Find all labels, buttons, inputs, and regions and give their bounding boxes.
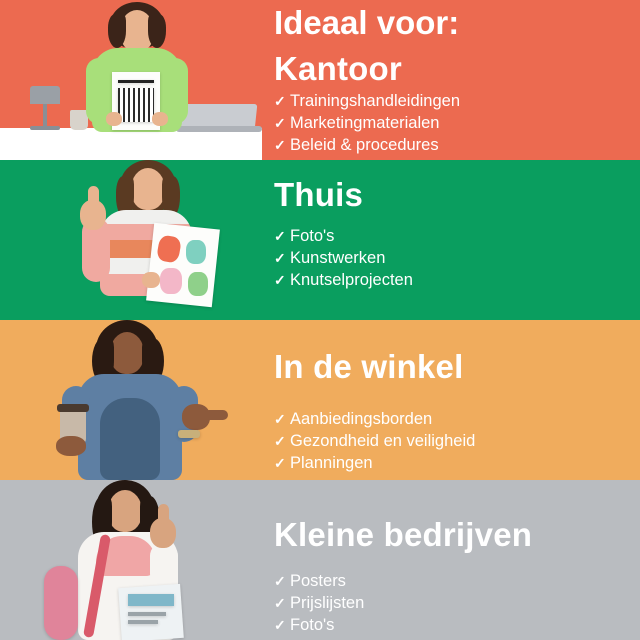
check-icon: ✓ bbox=[274, 455, 286, 471]
list-item-label: Trainingshandleidingen bbox=[290, 92, 461, 110]
list-item-label: Knutselprojecten bbox=[290, 271, 413, 289]
poster-headline: Ideaal voor: bbox=[274, 4, 460, 41]
list-item-label: Beleid & procedures bbox=[290, 136, 439, 154]
check-icon: ✓ bbox=[274, 115, 286, 131]
list-item bbox=[274, 134, 460, 156]
list-item bbox=[274, 452, 475, 474]
list-item bbox=[274, 269, 413, 291]
list-item-label: Foto's bbox=[290, 227, 335, 245]
check-icon: ✓ bbox=[274, 93, 286, 109]
list-item bbox=[274, 112, 460, 134]
photo-office bbox=[0, 0, 262, 160]
list-item bbox=[274, 90, 460, 112]
content-office bbox=[268, 0, 640, 160]
list-item bbox=[274, 570, 364, 592]
list-item bbox=[274, 592, 364, 614]
list-item bbox=[274, 614, 364, 636]
band-title-home: Thuis bbox=[274, 176, 363, 213]
content-store bbox=[268, 320, 640, 480]
bullet-list-office bbox=[274, 90, 460, 156]
band-home bbox=[0, 160, 640, 320]
photo-home bbox=[0, 160, 262, 320]
list-item bbox=[274, 225, 413, 247]
photo-business bbox=[0, 480, 262, 640]
band-title-business: Kleine bedrijven bbox=[274, 516, 533, 553]
check-icon: ✓ bbox=[274, 228, 286, 244]
check-icon: ✓ bbox=[274, 573, 286, 589]
content-business bbox=[268, 480, 640, 640]
bullet-list-store bbox=[274, 408, 475, 474]
list-item-label: Marketingmaterialen bbox=[290, 114, 440, 132]
check-icon: ✓ bbox=[274, 433, 286, 449]
bullet-list-home bbox=[274, 225, 413, 291]
check-icon: ✓ bbox=[274, 272, 286, 288]
list-item-label: Prijslijsten bbox=[290, 594, 365, 612]
photo-store bbox=[0, 320, 262, 480]
bullet-list-business bbox=[274, 570, 364, 636]
band-title-store: In de winkel bbox=[274, 348, 464, 385]
check-icon: ✓ bbox=[274, 617, 286, 633]
check-icon: ✓ bbox=[274, 411, 286, 427]
check-icon: ✓ bbox=[274, 250, 286, 266]
band-title-office: Kantoor bbox=[274, 50, 402, 87]
check-icon: ✓ bbox=[274, 595, 286, 611]
list-item-label: Foto's bbox=[290, 616, 335, 634]
band-store bbox=[0, 320, 640, 480]
list-item-label: Posters bbox=[290, 572, 346, 590]
list-item-label: Aanbiedingsborden bbox=[290, 410, 433, 428]
band-office bbox=[0, 0, 640, 160]
list-item-label: Gezondheid en veiligheid bbox=[290, 432, 476, 450]
band-business bbox=[0, 480, 640, 640]
check-icon: ✓ bbox=[274, 137, 286, 153]
list-item-label: Kunstwerken bbox=[290, 249, 386, 267]
content-home bbox=[268, 160, 640, 320]
list-item bbox=[274, 247, 413, 269]
list-item bbox=[274, 430, 475, 452]
list-item-label: Planningen bbox=[290, 454, 373, 472]
list-item bbox=[274, 408, 475, 430]
